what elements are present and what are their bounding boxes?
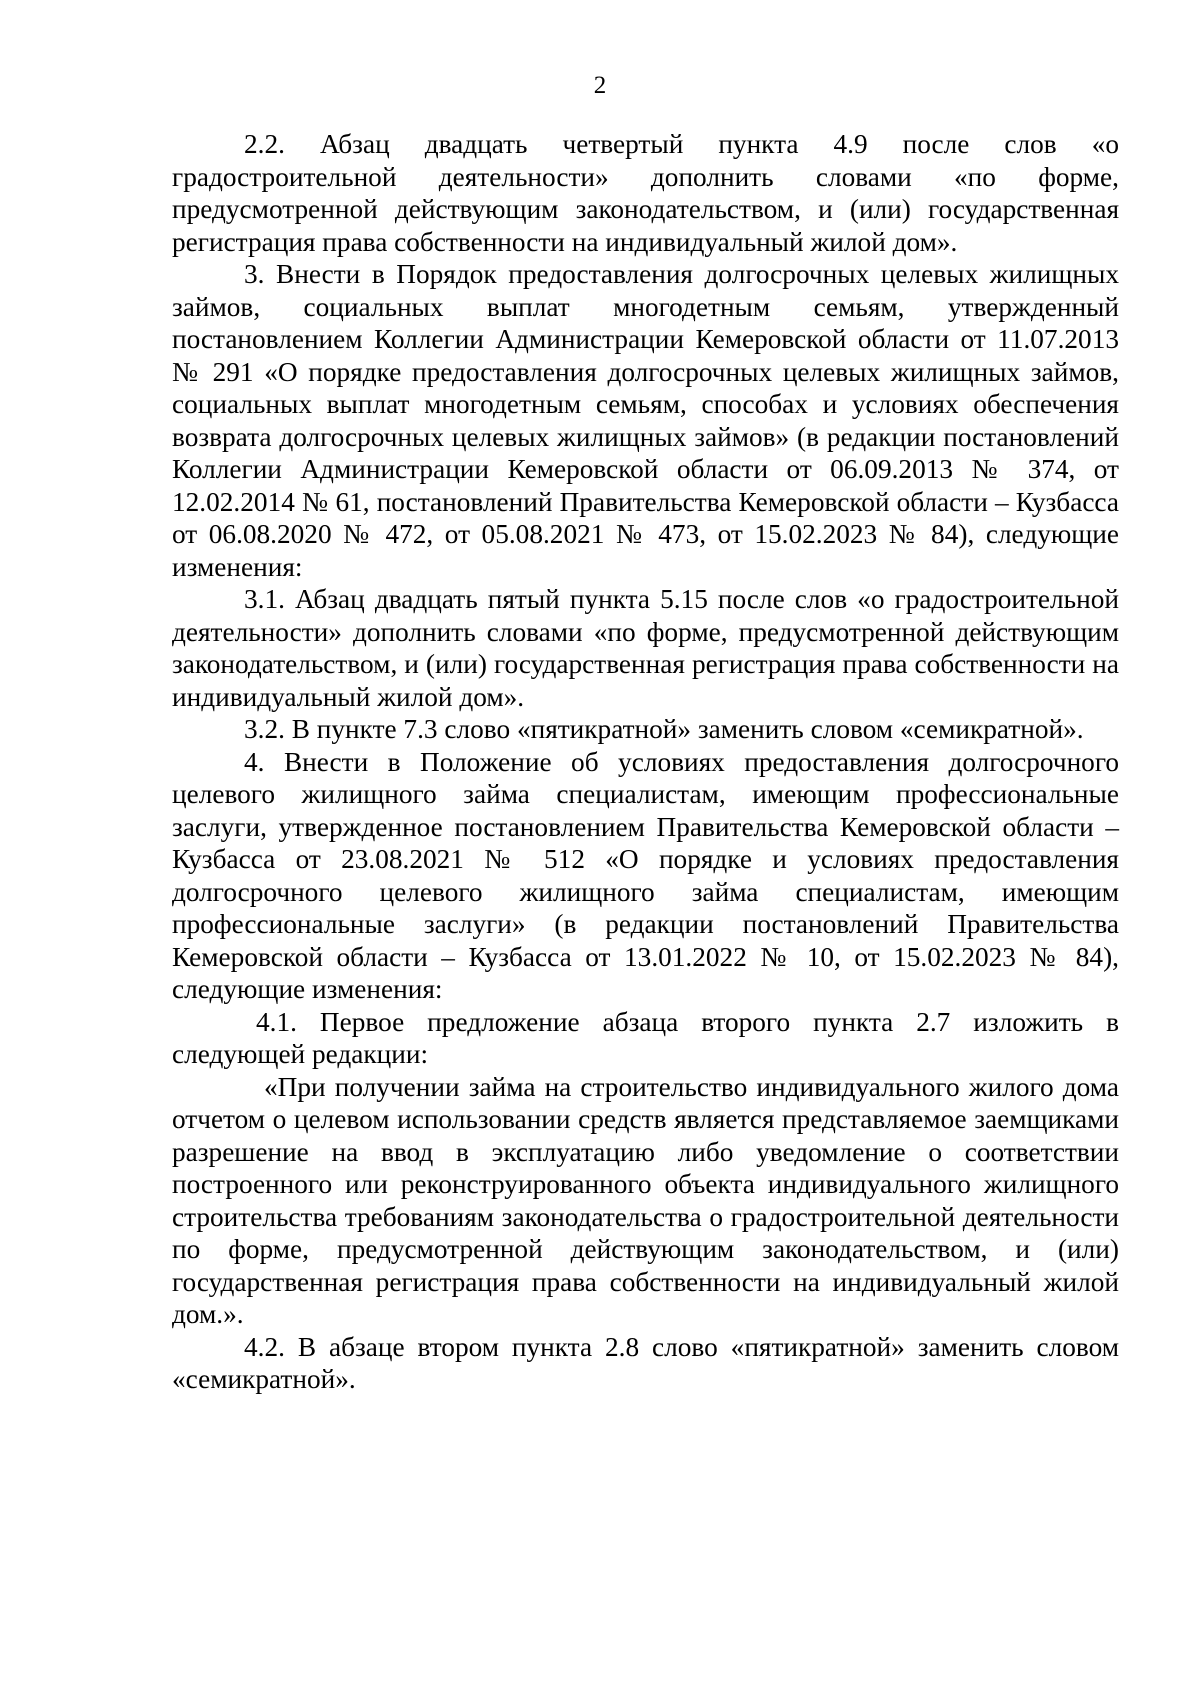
document-body bbox=[172, 128, 1119, 1396]
paragraph-2-2: 2.2. Абзац двадцать четвертый пункта 4.9 после слов «о градостроительной деятельности» дополнить словами «по форме, предусмотренной действующим законодательством, и (или) государственная регистрация права собственности на индивидуальный жилой дом». bbox=[172, 129, 1119, 257]
paragraph-3-2: 3.2. В пункте 7.3 слово «пятикратной» заменить словом «семикратной». bbox=[244, 714, 1084, 744]
paragraph-4-1: 4.1. Первое предложение абзаца второго пункта 2.7 изложить в следующей редакции: bbox=[172, 1006, 1119, 1069]
paragraph-4: 4. Внести в Положение об условиях предоставления долгосрочного целевого жилищного займа специалистам, имеющим профессиональные заслуги, утвержденное постановлением Правительства Кемеровской области – Кузбасса от 23.08.2021 № 512 «О порядке и условиях предоставления долгосрочного целевого жилищного займа специалистам, имеющим профессиональные заслуги» (в редакции постановлений Правительства Кемеровской области – Кузбасса от 13.01.2022 № 10, от 15.02.2023 № 84), следующие изменения: bbox=[172, 746, 1119, 1004]
paragraph-3: 3. Внести в Порядок предоставления долгосрочных целевых жилищных займов, социальных выплат многодетным семьям, утвержденный постановлением Коллегии Администрации Кемеровской области от 11.07.2013 № 291 «О порядке предоставления долгосрочных целевых жилищных займов, социальных выплат многодетным семьям, способах и условиях обеспечения возврата долгосрочных целевых жилищных займов» (в редакции постановлений Коллегии Администрации Кемеровской области от 06.09.2013 № 374, от 12.02.2014 № 61, постановлений Правительства Кемеровской области – Кузбасса от 06.08.2020 № 472, от 05.08.2021 № 473, от 15.02.2023 № 84), следующие изменения: bbox=[172, 259, 1119, 582]
paragraph-3-1: 3.1. Абзац двадцать пятый пункта 5.15 после слов «о градостроительной деятельности» дополнить словами «по форме, предусмотренной действующим законодательством, и (или) государственная регистрация права собственности на индивидуальный жилой дом». bbox=[172, 584, 1119, 712]
page-number: 2 bbox=[593, 72, 607, 99]
paragraph-4-2: 4.2. В абзаце втором пункта 2.8 слово «пятикратной» заменить словом «семикратной». bbox=[172, 1331, 1119, 1394]
paragraph-4-1-quote: «При получении займа на строительство индивидуального жилого дома отчетом о целевом использовании средств является представляемое заемщиками разрешение на ввод в эксплуатацию либо уведомление о соответствии построенного или реконструированного объекта индивидуального жилищного строительства требованиям законодательства о градостроительной деятельности по форме, предусмотренной действующим законодательством, и (или) государственная регистрация права собственности на индивидуальный жилой дом.». bbox=[172, 1071, 1119, 1329]
